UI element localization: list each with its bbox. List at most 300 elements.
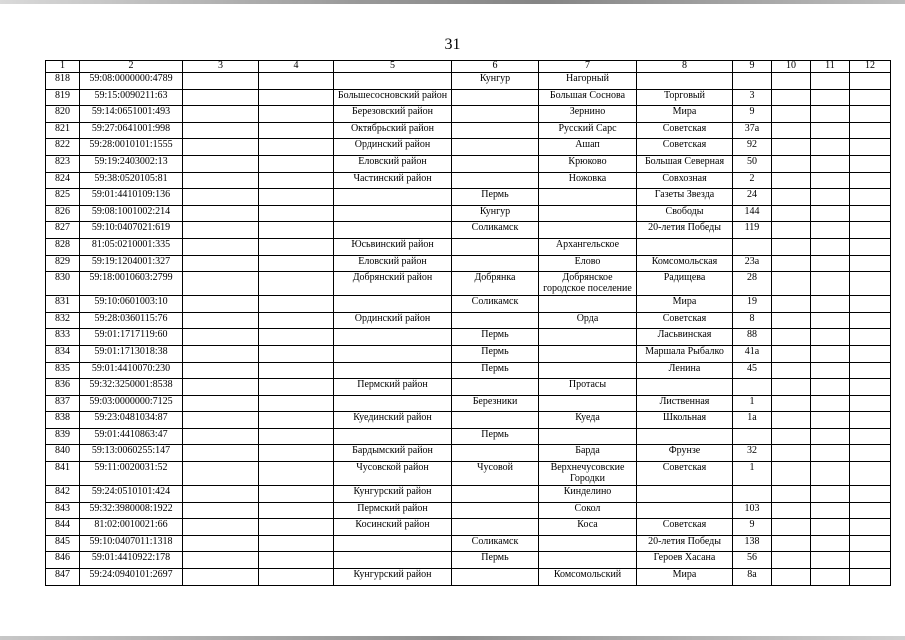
table-cell — [733, 238, 772, 255]
column-header: 10 — [772, 61, 811, 73]
table-cell: 59:32:3250001:8538 — [80, 379, 183, 396]
table-cell: 3 — [733, 89, 772, 106]
table-cell — [183, 272, 259, 296]
table-cell — [259, 552, 334, 569]
table-cell: Пермский район — [334, 379, 452, 396]
table-cell — [334, 535, 452, 552]
table-cell — [850, 296, 891, 313]
table-cell — [259, 345, 334, 362]
table-row — [46, 428, 891, 445]
table-cell: Октябрьский район — [334, 122, 452, 139]
table-row — [46, 238, 891, 255]
table-cell: Куеда — [539, 412, 637, 429]
table-cell: Мира — [637, 106, 733, 123]
table-cell — [850, 486, 891, 503]
table-cell — [452, 502, 539, 519]
table-cell: 24 — [733, 189, 772, 206]
table-cell: 9 — [733, 106, 772, 123]
table-cell — [259, 89, 334, 106]
table-cell: Архангельское — [539, 238, 637, 255]
table-cell — [259, 172, 334, 189]
table-cell — [637, 379, 733, 396]
table-cell — [259, 255, 334, 272]
table-cell: 59:01:4410922:178 — [80, 552, 183, 569]
table-cell — [539, 428, 637, 445]
table-cell: 8 — [733, 312, 772, 329]
table-cell — [772, 519, 811, 536]
table-cell — [539, 362, 637, 379]
table-cell: Пермь — [452, 345, 539, 362]
table-cell — [259, 519, 334, 536]
table-cell: Ласьвинская — [637, 329, 733, 346]
table-row — [46, 73, 891, 90]
table-cell — [637, 238, 733, 255]
table-row — [46, 122, 891, 139]
table-row — [46, 486, 891, 503]
table-cell — [850, 535, 891, 552]
table-row — [46, 106, 891, 123]
table-cell — [637, 428, 733, 445]
table-cell — [850, 139, 891, 156]
table-cell: 828 — [46, 238, 80, 255]
table-cell: Советская — [637, 312, 733, 329]
table-cell: Куединский район — [334, 412, 452, 429]
table-cell — [259, 73, 334, 90]
table-cell — [183, 205, 259, 222]
table-cell — [733, 73, 772, 90]
table-cell: 59:03:0000000:7125 — [80, 395, 183, 412]
table-cell: 20-летия Победы — [637, 535, 733, 552]
table-cell — [772, 395, 811, 412]
table-cell — [772, 462, 811, 486]
table-cell — [539, 535, 637, 552]
table-cell — [183, 172, 259, 189]
table-cell — [183, 379, 259, 396]
table-cell — [772, 362, 811, 379]
table-cell: Советская — [637, 462, 733, 486]
table-cell — [452, 312, 539, 329]
table-cell: 59:10:0407021:619 — [80, 222, 183, 239]
table-cell — [183, 222, 259, 239]
table-cell: 843 — [46, 502, 80, 519]
table-cell: 842 — [46, 486, 80, 503]
table-cell: Нагорный — [539, 73, 637, 90]
table-cell — [733, 486, 772, 503]
table-cell — [539, 552, 637, 569]
table-cell — [772, 428, 811, 445]
table-row — [46, 139, 891, 156]
table-row — [46, 255, 891, 272]
table-cell — [259, 122, 334, 139]
table-cell — [811, 73, 850, 90]
table-cell: Большесосновский район — [334, 89, 452, 106]
table-cell: 826 — [46, 205, 80, 222]
table-cell — [259, 222, 334, 239]
table-cell — [850, 379, 891, 396]
table-cell: 59:19:2403002:13 — [80, 155, 183, 172]
scan-edge-bottom — [0, 636, 905, 640]
table-cell: Коса — [539, 519, 637, 536]
table-cell — [183, 345, 259, 362]
table-cell: Большая Соснова — [539, 89, 637, 106]
column-header: 3 — [183, 61, 259, 73]
table-cell: 59:08:0000000:4789 — [80, 73, 183, 90]
table-cell — [772, 535, 811, 552]
table-cell: 45 — [733, 362, 772, 379]
table-cell — [183, 155, 259, 172]
table-cell — [811, 569, 850, 586]
table-cell — [811, 238, 850, 255]
table-cell: 19 — [733, 296, 772, 313]
table-cell — [811, 139, 850, 156]
table-cell: Березники — [452, 395, 539, 412]
table-cell: 23а — [733, 255, 772, 272]
table-cell — [183, 238, 259, 255]
table-cell — [850, 462, 891, 486]
column-header: 11 — [811, 61, 850, 73]
table-cell: 59:15:0090211:63 — [80, 89, 183, 106]
table-cell — [772, 379, 811, 396]
table-cell — [637, 502, 733, 519]
table-cell — [334, 205, 452, 222]
table-cell — [539, 189, 637, 206]
table-cell — [772, 189, 811, 206]
table-cell — [259, 379, 334, 396]
table-cell — [811, 172, 850, 189]
table-cell: 59:28:0360115:76 — [80, 312, 183, 329]
table-cell: Протасы — [539, 379, 637, 396]
table-cell — [850, 428, 891, 445]
table-cell — [772, 312, 811, 329]
table-cell — [850, 222, 891, 239]
table-cell: 59:23:0481034:87 — [80, 412, 183, 429]
table-cell: 821 — [46, 122, 80, 139]
table-cell: 845 — [46, 535, 80, 552]
table-cell — [811, 345, 850, 362]
table-cell: Советская — [637, 122, 733, 139]
table-cell: Частинский район — [334, 172, 452, 189]
table-cell — [183, 445, 259, 462]
table-cell: 8а — [733, 569, 772, 586]
table-cell: 119 — [733, 222, 772, 239]
table-cell: Большая Северная — [637, 155, 733, 172]
table-cell: Зернино — [539, 106, 637, 123]
table-cell: Барда — [539, 445, 637, 462]
table-cell: 824 — [46, 172, 80, 189]
table-cell: 838 — [46, 412, 80, 429]
table-cell: 2 — [733, 172, 772, 189]
table-cell: 50 — [733, 155, 772, 172]
table-cell — [452, 445, 539, 462]
table-cell: 88 — [733, 329, 772, 346]
table-cell — [183, 122, 259, 139]
table-cell — [811, 189, 850, 206]
table-cell — [733, 379, 772, 396]
table-cell — [334, 428, 452, 445]
table-cell — [259, 296, 334, 313]
table-cell — [850, 412, 891, 429]
table-cell: 41а — [733, 345, 772, 362]
table-cell — [452, 255, 539, 272]
table-cell — [334, 329, 452, 346]
table-cell: 59:32:3980008:1922 — [80, 502, 183, 519]
table-cell — [183, 189, 259, 206]
table-cell — [183, 255, 259, 272]
table-row — [46, 519, 891, 536]
table-cell — [637, 486, 733, 503]
table-cell: 827 — [46, 222, 80, 239]
table-cell: 59:19:1204001:327 — [80, 255, 183, 272]
table-row — [46, 412, 891, 429]
table-cell — [183, 362, 259, 379]
table-cell: Березовский район — [334, 106, 452, 123]
column-header: 7 — [539, 61, 637, 73]
table-cell — [334, 395, 452, 412]
table-cell: 831 — [46, 296, 80, 313]
table-cell — [452, 155, 539, 172]
table-cell — [334, 362, 452, 379]
table-cell — [452, 412, 539, 429]
table-cell — [850, 73, 891, 90]
table-cell — [334, 296, 452, 313]
table-cell — [334, 189, 452, 206]
table-cell: Газеты Звезда — [637, 189, 733, 206]
table-cell — [772, 569, 811, 586]
table-cell — [183, 395, 259, 412]
table-cell: Соликамск — [452, 535, 539, 552]
registry-table — [45, 60, 891, 586]
table-cell — [811, 519, 850, 536]
table-cell — [259, 486, 334, 503]
table-cell — [850, 519, 891, 536]
table-cell — [452, 569, 539, 586]
table-cell: Косинский район — [334, 519, 452, 536]
table-cell: 822 — [46, 139, 80, 156]
table-cell: 59:01:4410109:136 — [80, 189, 183, 206]
table-cell — [183, 486, 259, 503]
table-cell: Ординский район — [334, 312, 452, 329]
table-cell — [772, 502, 811, 519]
table-cell: Добрянское городское поселение — [539, 272, 637, 296]
table-cell — [850, 569, 891, 586]
table-cell — [334, 345, 452, 362]
table-row — [46, 569, 891, 586]
table-cell — [811, 296, 850, 313]
table-cell: Крюково — [539, 155, 637, 172]
table-cell — [334, 222, 452, 239]
table-cell — [811, 122, 850, 139]
table-cell — [539, 395, 637, 412]
table-cell — [772, 89, 811, 106]
table-row — [46, 362, 891, 379]
table-cell: 59:14:0651001:493 — [80, 106, 183, 123]
table-cell — [850, 89, 891, 106]
table-row — [46, 535, 891, 552]
table-cell — [811, 329, 850, 346]
table-cell: Бардымский район — [334, 445, 452, 462]
table-cell: Кунгурский район — [334, 486, 452, 503]
table-cell: 56 — [733, 552, 772, 569]
table-cell — [259, 502, 334, 519]
table-cell — [811, 395, 850, 412]
table-cell: 20-летия Победы — [637, 222, 733, 239]
table-cell — [850, 155, 891, 172]
table-cell — [452, 238, 539, 255]
table-cell — [772, 238, 811, 255]
table-cell — [772, 73, 811, 90]
table-cell: 28 — [733, 272, 772, 296]
table-cell — [259, 189, 334, 206]
table-cell — [183, 296, 259, 313]
table-cell — [811, 362, 850, 379]
table-cell — [811, 106, 850, 123]
table-cell — [772, 255, 811, 272]
table-cell — [772, 296, 811, 313]
table-cell: 835 — [46, 362, 80, 379]
table-cell — [334, 552, 452, 569]
table-cell: 834 — [46, 345, 80, 362]
table-cell — [850, 329, 891, 346]
table-cell: Комсомольская — [637, 255, 733, 272]
table-cell — [539, 296, 637, 313]
table-cell: Орда — [539, 312, 637, 329]
table-cell: Юсьвинский район — [334, 238, 452, 255]
table-row — [46, 462, 891, 486]
table-cell: 144 — [733, 205, 772, 222]
table-cell: Совхозная — [637, 172, 733, 189]
table-cell — [183, 139, 259, 156]
table-cell: 59:28:0010101:1555 — [80, 139, 183, 156]
table-cell: Сокол — [539, 502, 637, 519]
table-cell — [772, 205, 811, 222]
table-cell — [772, 272, 811, 296]
table-cell — [850, 312, 891, 329]
table-cell: 59:01:4410070:230 — [80, 362, 183, 379]
scan-edge-top — [0, 0, 905, 4]
table-cell: 841 — [46, 462, 80, 486]
table-cell — [811, 412, 850, 429]
table-cell — [334, 73, 452, 90]
table-cell: Торговый — [637, 89, 733, 106]
table-cell — [259, 445, 334, 462]
table-cell — [811, 428, 850, 445]
table-cell: 829 — [46, 255, 80, 272]
table-cell: 819 — [46, 89, 80, 106]
table-cell: 59:18:0010603:2799 — [80, 272, 183, 296]
table-row — [46, 552, 891, 569]
table-cell — [772, 445, 811, 462]
table-cell: Чусовой — [452, 462, 539, 486]
table-cell: 1 — [733, 462, 772, 486]
table-cell — [811, 445, 850, 462]
table-cell: Ашап — [539, 139, 637, 156]
table-cell — [850, 362, 891, 379]
table-cell — [259, 312, 334, 329]
table-cell: 833 — [46, 329, 80, 346]
table-cell: 59:10:0601003:10 — [80, 296, 183, 313]
table-cell: 837 — [46, 395, 80, 412]
table-cell: 59:38:0520105:81 — [80, 172, 183, 189]
table-cell — [772, 122, 811, 139]
table-row — [46, 172, 891, 189]
header-row — [46, 61, 891, 73]
column-header: 5 — [334, 61, 452, 73]
table-cell: 59:24:0940101:2697 — [80, 569, 183, 586]
table-cell: Мира — [637, 569, 733, 586]
table-cell — [452, 172, 539, 189]
table-cell: 103 — [733, 502, 772, 519]
table-cell: 59:13:0060255:147 — [80, 445, 183, 462]
table-row — [46, 222, 891, 239]
table-cell — [811, 205, 850, 222]
table-cell — [259, 412, 334, 429]
table-cell: Соликамск — [452, 222, 539, 239]
table-cell: Кунгур — [452, 205, 539, 222]
table-cell: 847 — [46, 569, 80, 586]
table-cell — [183, 569, 259, 586]
table-cell — [259, 329, 334, 346]
table-cell: 844 — [46, 519, 80, 536]
table-body — [46, 73, 891, 586]
table-cell — [850, 552, 891, 569]
table-cell: 840 — [46, 445, 80, 462]
table-cell: Еловский район — [334, 155, 452, 172]
table-row — [46, 379, 891, 396]
table-cell — [772, 329, 811, 346]
table-cell — [259, 139, 334, 156]
table-cell — [772, 222, 811, 239]
table-cell — [811, 255, 850, 272]
table-cell: Елово — [539, 255, 637, 272]
table-cell — [183, 519, 259, 536]
table-cell: Пермь — [452, 552, 539, 569]
table-row — [46, 312, 891, 329]
table-cell: 59:24:0510101:424 — [80, 486, 183, 503]
table-cell — [539, 222, 637, 239]
table-cell — [850, 345, 891, 362]
table-cell — [259, 238, 334, 255]
table-cell: Пермь — [452, 428, 539, 445]
table-cell — [811, 486, 850, 503]
table-cell: 138 — [733, 535, 772, 552]
table-cell: 1 — [733, 395, 772, 412]
table-cell — [811, 502, 850, 519]
table-cell — [811, 535, 850, 552]
table-cell: Верхнечусовские Городки — [539, 462, 637, 486]
table-row — [46, 189, 891, 206]
table-cell: Ленина — [637, 362, 733, 379]
table-cell: 92 — [733, 139, 772, 156]
column-header: 4 — [259, 61, 334, 73]
table-row — [46, 395, 891, 412]
table-cell: Добрянка — [452, 272, 539, 296]
table-cell: 846 — [46, 552, 80, 569]
table-cell: Пермский район — [334, 502, 452, 519]
table-cell — [183, 312, 259, 329]
table-cell — [811, 222, 850, 239]
table-cell — [772, 172, 811, 189]
table-row — [46, 296, 891, 313]
table-cell — [811, 272, 850, 296]
table-cell — [772, 486, 811, 503]
table-cell: 81:05:0210001:335 — [80, 238, 183, 255]
table-cell: 59:01:1717119:60 — [80, 329, 183, 346]
table-cell — [259, 272, 334, 296]
table-cell: Советская — [637, 139, 733, 156]
table-cell: 820 — [46, 106, 80, 123]
table-cell — [850, 238, 891, 255]
table-cell: 825 — [46, 189, 80, 206]
